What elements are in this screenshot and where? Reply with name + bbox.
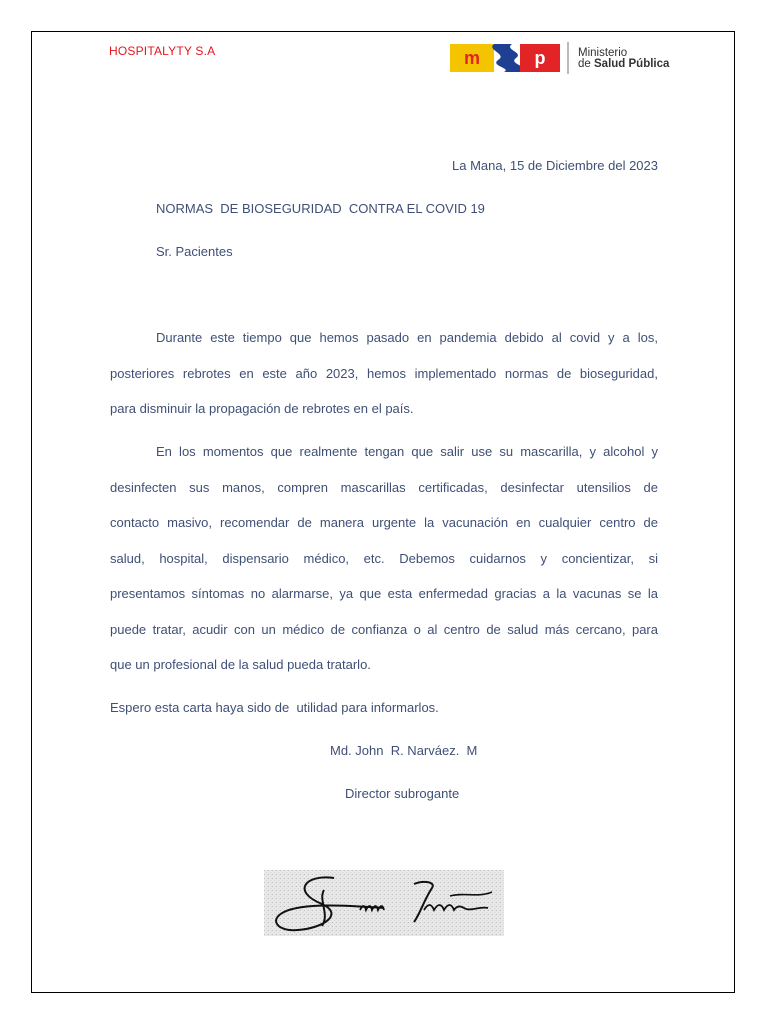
logo-p: p <box>534 48 546 68</box>
signature-image <box>264 870 504 936</box>
paragraph2-line: que un profesional de la salud pueda tratarlo. <box>110 657 371 672</box>
paragraph2-line: contacto masivo, recomendar de manera urgente la vacunación en cualquier centro de <box>110 515 658 530</box>
paragraph1-line: para disminuir la propagación de rebrotes en el país. <box>110 401 414 416</box>
letter-date: La Mana, 15 de Diciembre del 2023 <box>452 158 658 173</box>
signer-name: Md. John R. Narváez. M <box>330 743 478 758</box>
letter-subject: NORMAS DE BIOSEGURIDAD CONTRA EL COVID 19 <box>156 201 485 216</box>
paragraph1-line: Durante este tiempo que hemos pasado en pandemia debido al covid y a los, <box>156 330 658 345</box>
letter-salutation: Sr. Pacientes <box>156 244 233 259</box>
logo-m: m <box>463 48 481 68</box>
logo-wordmark <box>578 48 669 70</box>
paragraph2-line: desinfecten sus manos, compren mascarillas certificadas, desinfectar utensilios de <box>110 480 658 495</box>
paragraph2-line: En los momentos que realmente tengan que salir use su mascarilla, y alcohol y <box>156 444 658 459</box>
paragraph2-line: puede tratar, acudir con un médico de confianza o al centro de salud más cercano, para <box>110 622 658 637</box>
signer-title: Director subrogante <box>345 786 460 801</box>
page-border <box>31 31 735 993</box>
paragraph1-line: posteriores rebrotes en este año 2023, hemos implementado normas de bioseguridad, <box>110 366 658 381</box>
logo-s-wave <box>492 44 524 72</box>
paragraph2-line: presentamos síntomas no alarmarse, ya que esta enfermedad gracias a la vacunas se la <box>110 586 658 601</box>
paragraph2-line: salud, hospital, dispensario médico, etc. Debemos cuidarnos y concientizar, si <box>110 551 658 566</box>
logo-line1: Ministerio <box>578 47 628 59</box>
letter-closing: Espero esta carta haya sido de utilidad para informarlos. <box>110 700 439 715</box>
logo-line2: de Salud Pública <box>578 58 670 70</box>
company-name: HOSPITALYTY S.A <box>109 44 216 58</box>
